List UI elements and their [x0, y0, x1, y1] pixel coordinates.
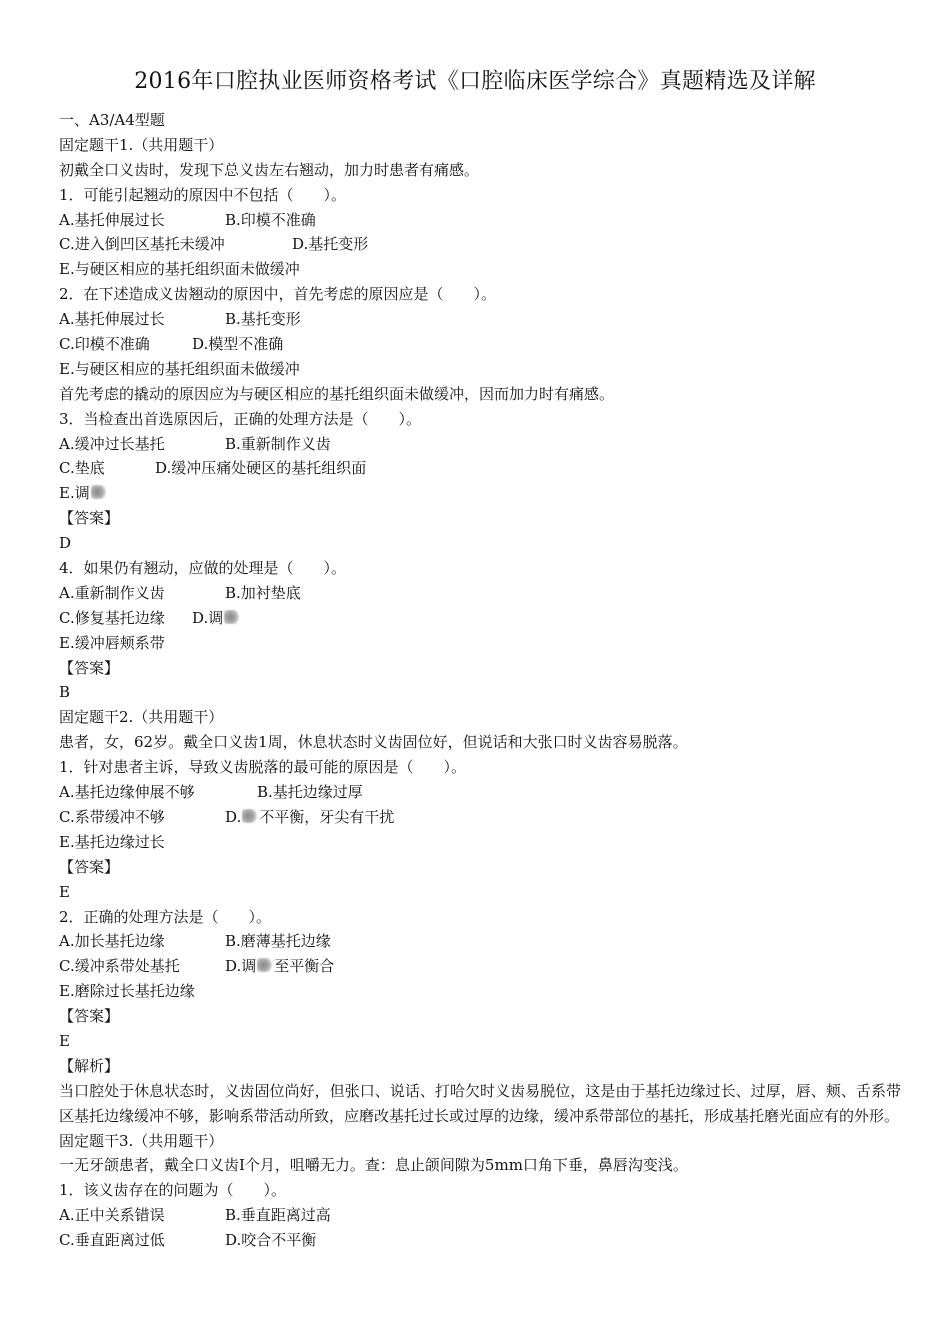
- missing-glyph-icon: [242, 809, 258, 823]
- answer-label: 【答案】: [59, 658, 120, 677]
- option-a: A.正中关系错误: [59, 1206, 165, 1225]
- options-row: [59, 606, 901, 631]
- options-row: [59, 929, 901, 954]
- analysis-label: 【解析】: [59, 1056, 120, 1075]
- option-c: C.印模不准确: [59, 335, 150, 354]
- document-body: [59, 108, 901, 1253]
- option-c: C.垂直距离过低: [59, 1231, 165, 1250]
- question-1-4: 4．如果仍有翘动，应做的处理是（ ）。: [59, 559, 347, 578]
- option-a: A.加长基托边缘: [59, 932, 165, 951]
- option-c: C.系带缓冲不够: [59, 807, 165, 826]
- option-c: C.垫底: [59, 459, 105, 478]
- stem-heading-3: 固定题干3.（共用题干）: [59, 1131, 224, 1150]
- options-row: [59, 232, 901, 257]
- stem-heading-1: 固定题干1.（共用题干）: [59, 135, 224, 154]
- options-row: [59, 332, 901, 357]
- answer-value: D: [59, 534, 72, 553]
- option-e: E.调: [59, 484, 90, 503]
- option-d: D.缓冲压痛处硬区的基托组织面: [155, 459, 367, 478]
- stem-heading-2: 固定题干2.（共用题干）: [59, 708, 224, 727]
- option-a: A.基托伸展过长: [59, 310, 165, 329]
- option-a: A.基托伸展过长: [59, 210, 165, 229]
- option-b: B.印模不准确: [225, 210, 316, 229]
- question-1-3: 3．当检查出首选原因后，正确的处理方法是（ ）。: [59, 409, 422, 428]
- option-e: E.与硬区相应的基托组织面未做缓冲: [59, 260, 300, 279]
- option-a: A.缓冲过长基托: [59, 434, 165, 453]
- page-title: 2016年口腔执业医师资格考试《口腔临床医学综合》真题精选及详解: [134, 69, 816, 94]
- options-row: [59, 456, 901, 481]
- options-row: [59, 805, 901, 830]
- option-b: B.加衬垫底: [225, 583, 301, 602]
- question-3-1: 1．该义齿存在的问题为（ ）。: [59, 1181, 287, 1200]
- options-row: [59, 307, 901, 332]
- answer-label: 【答案】: [59, 1007, 120, 1026]
- option-e: E.磨除过长基托边缘: [59, 982, 195, 1001]
- option-a: A.基托边缘伸展不够: [59, 783, 195, 802]
- answer-value: E: [59, 882, 70, 901]
- options-row: [59, 1203, 901, 1228]
- question-1-2: 2．在下述造成义齿翘动的原因中，首先考虑的原因应是（ ）。: [59, 285, 497, 304]
- option-c: C.缓冲系带处基托: [59, 957, 180, 976]
- answer-label: 【答案】: [59, 857, 120, 876]
- missing-glyph-icon: [91, 485, 107, 499]
- option-c: C.进入倒凹区基托未缓冲: [59, 235, 225, 254]
- answer-value: E: [59, 1031, 70, 1050]
- option-a: A.重新制作义齿: [59, 583, 165, 602]
- options-row: [59, 581, 901, 606]
- option-e: E.基托边缘过长: [59, 832, 165, 851]
- options-row: [59, 954, 901, 979]
- option-e: E.与硬区相应的基托组织面未做缓冲: [59, 359, 300, 378]
- answer-label: 【答案】: [59, 509, 120, 528]
- option-d: D.模型不准确: [192, 335, 284, 354]
- option-b: B.垂直距离过高: [225, 1206, 331, 1225]
- option-d: D.调: [192, 606, 241, 631]
- stem-text-3: 一无牙颌患者，戴全口义齿I个月，咀嚼无力。查：息止颌间隙为5mm口角下垂，鼻唇沟变浅。: [59, 1156, 688, 1175]
- option-e-row: [59, 481, 901, 506]
- options-row: [59, 1228, 901, 1253]
- option-d: D.咬合不平衡: [225, 1231, 317, 1250]
- option-d: D.调 至平衡合: [225, 957, 335, 976]
- question-2-2: 2．正确的处理方法是（ ）。: [59, 907, 272, 926]
- answer-value: B: [59, 683, 71, 702]
- options-row: [59, 208, 901, 233]
- explanation-text: 首先考虑的撬动的原因应为与硬区相应的基托组织面未做缓冲，因而加力时有痛感。: [59, 384, 615, 403]
- question-1-1: 1．可能引起翘动的原因中不包括（ ）。: [59, 185, 347, 204]
- missing-glyph-icon: [224, 610, 240, 624]
- stem-text-1: 初戴全口义齿时，发现下总义齿左右翘动，加力时患者有痛感。: [59, 160, 480, 179]
- missing-glyph-icon: [257, 958, 273, 972]
- option-b: B.基托变形: [225, 310, 301, 329]
- option-c: C.修复基托边缘: [59, 608, 165, 627]
- options-row: [59, 432, 901, 457]
- analysis-text: 当口腔处于休息状态时，义齿固位尚好，但张口、说话、打哈欠时义齿易脱位，这是由于基托边缘过长、过厚，唇、颊、舌系带区基托边缘缓冲不够，影响系带活动所致，应磨改基托过长或过厚的边缘，缓冲系带部位的基托，形成基托磨光面应有的外形。: [59, 1081, 901, 1125]
- option-d: D. 不平衡，牙尖有干扰: [225, 807, 395, 826]
- option-e: E.缓冲唇颊系带: [59, 633, 165, 652]
- option-b: B.基托边缘过厚: [257, 783, 363, 802]
- question-2-1: 1．针对患者主诉，导致义齿脱落的最可能的原因是（ ）。: [59, 758, 467, 777]
- option-b: B.磨薄基托边缘: [225, 932, 331, 951]
- option-d: D.基托变形: [292, 235, 369, 254]
- option-b: B.重新制作义齿: [225, 434, 331, 453]
- options-row: [59, 780, 901, 805]
- stem-text-2: 患者，女，62岁。戴全口义齿1周，休息状态时义齿固位好，但说话和大张口时义齿容易脱落。: [59, 733, 688, 752]
- section-heading: 一、A3/A4型题: [59, 111, 165, 129]
